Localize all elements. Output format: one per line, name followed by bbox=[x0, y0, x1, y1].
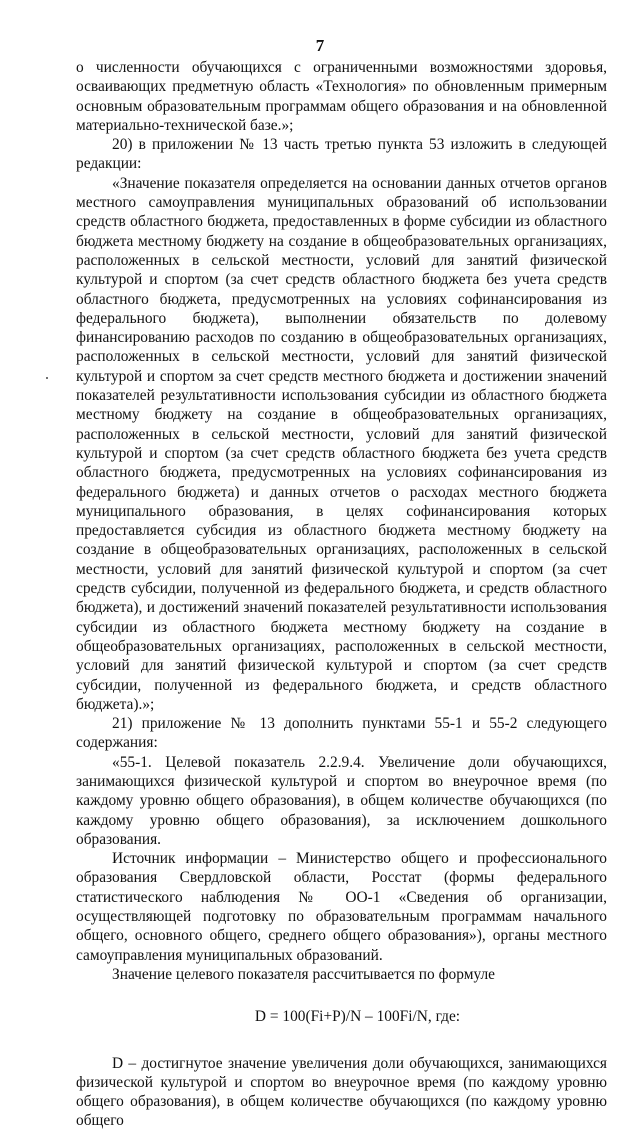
scan-speck bbox=[46, 377, 48, 379]
paragraph-formula-intro: Значение целевого показателя рассчитывается по формуле bbox=[112, 965, 495, 983]
paragraph-formula-definition: D – достигнутое значение увеличения доли обучающихся, занимающихся физической культурой и спортом во внеурочное время (по каждому уровню общего образования), в общем количестве обучающихся (по каждому уровню общего bbox=[76, 1054, 607, 1130]
document-body bbox=[76, 58, 607, 1131]
paragraph-tech-education-end: о численности обучающихся с ограниченными возможностями здоровья, осваивающих предметную область «Технология» по обновленным примерным основным образовательным программам общего образования и на обновленной материально-технической базе.»; bbox=[76, 59, 607, 134]
paragraph-item-21: 21) приложение № 13 дополнить пунктами 55-1 и 55-2 следующего содержания: bbox=[76, 715, 607, 752]
paragraph-item-20: 20) в приложении № 13 часть третью пункта 53 изложить в следующей редакции: bbox=[76, 136, 607, 173]
page-number: 7 bbox=[315, 36, 325, 55]
paragraph-target-indicator: «55-1. Целевой показатель 2.2.9.4. Увеличение доли обучающихся, занимающихся физической культурой и спортом во внеурочное время (по каждому уровню общего образования), в общем количестве обучающихся (по каждому уровню общего образования), за исключением дошкольного образования. bbox=[76, 753, 607, 848]
paragraph-information-source: Источник информации – Министерство общего и профессионального образования Свердловской области, Росстат (формы федерального статистического наблюдения № ОО-1 «Сведения об организации, осуществляющей подготовку по образовательным программам начального общего, основного общего, среднего общего образования»), органы местного самоуправления муниципальных образований. bbox=[76, 850, 607, 964]
paragraph-indicator-value: «Значение показателя определяется на основании данных отчетов органов местного самоуправления муниципальных образований об использовании средств областного бюджета, предоставленных в форме субсидии из областного бюджета местному бюджету на создание в общеобразовательных организациях, расположенных в сельской местности, условий для занятий физической культурой и спортом (за счет средств областного бюджета без учета средств областного бюджета, предусмотренных на условиях софинансирования из федерального бюджета), выполнении обязательств по долевому финансированию расходов по созданию в общеобразовательных организациях, расположенных в сельской местности, условий для занятий физической культурой и спортом за счет средств местного бюджета и достижении значений показателей результативности использования субсидии из областного бюджета местному бюджету на создание в общеобразовательных организациях, расположенных в сельской местности, условий для занятий физической культурой и спортом (за счет средств областного бюджета без учета средств областного бюджета, предусмотренных на условиях софинансирования из федерального бюджета) и данных отчетов о расходах местного бюджета муниципального образования, в целях софинансирования которых предоставляется субсидия из областного бюджета местному бюджету на создание в общеобразовательных организациях, расположенных в сельской местности, условий для занятий физической культурой и спортом (за счет средств субсидии, полученной из федерального бюджета, и средств областного бюджета), и достижений значений показателей результативности использования субсидии из областного бюджета местному бюджету на создание в общеобразовательных организациях, расположенных в сельской местности, условий для занятий физической культурой и спортом (за счет средств субсидии, полученной из федерального бюджета, и средств областного бюджета).»; bbox=[76, 174, 607, 713]
formula: D = 100(Fi+P)/N – 100Fi/N, где: bbox=[254, 1008, 461, 1026]
